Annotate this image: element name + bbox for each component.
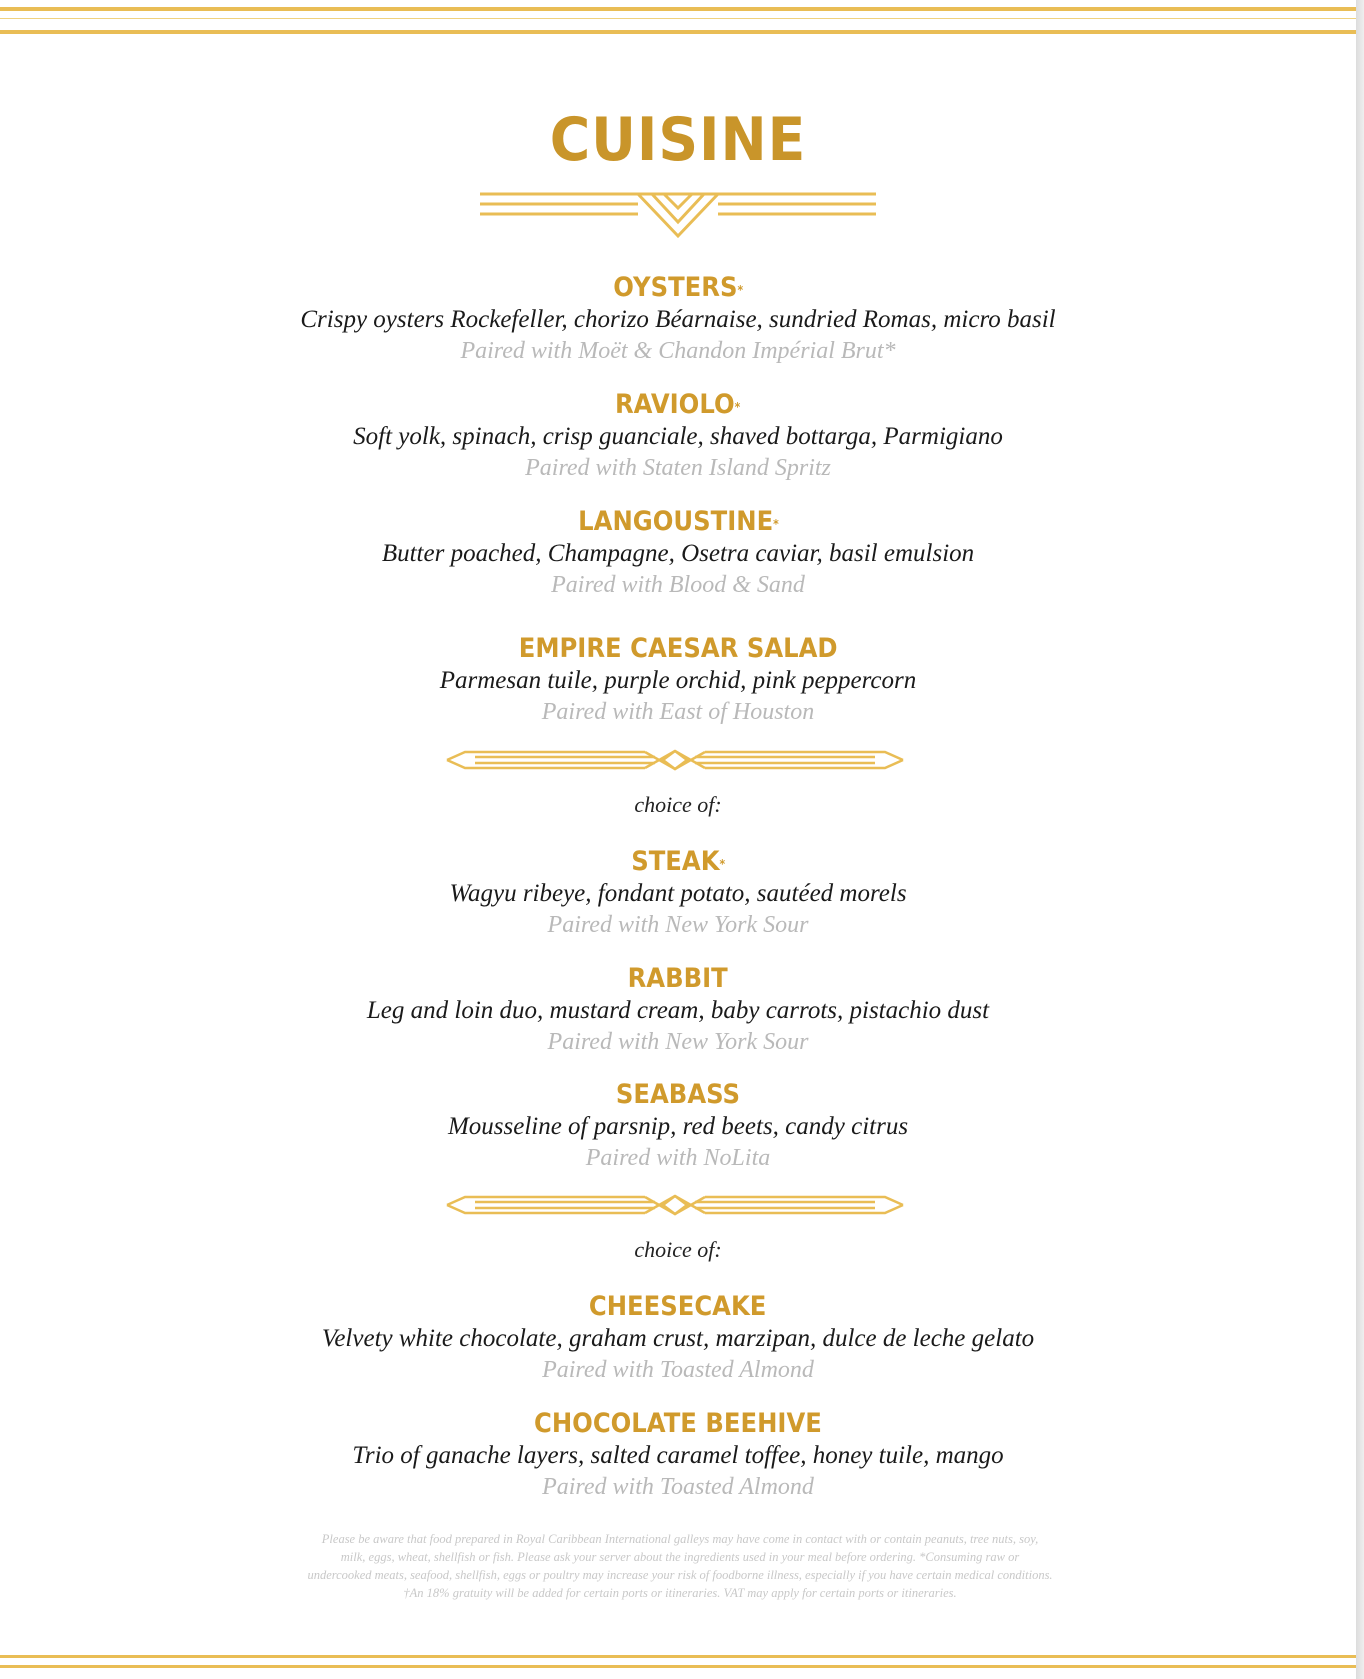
dish-name: EMPIRE CAESAR SALAD — [518, 633, 838, 664]
disclaimer-line: undercooked meats, seafood, shellfish, eggs or poultry may increase your risk of foodborne illness, especially if you have certain medical conditions. — [307, 1568, 1053, 1582]
dish-steak — [0, 846, 1356, 940]
dish-pairing: Paired with Blood & Sand — [551, 572, 805, 598]
dish-pairing: Paired with New York Sour — [547, 1029, 809, 1055]
dish-seabass — [0, 1079, 1356, 1173]
desserts-choice-label: choice of: — [634, 1237, 722, 1262]
dish-name: LANGOUSTINE* — [577, 506, 779, 537]
dish-langoustine — [0, 506, 1356, 600]
dish-chocolate-beehive — [0, 1408, 1356, 1502]
dish-description: Velvety white chocolate, graham crust, marzipan, dulce de leche gelato — [321, 1325, 1035, 1352]
dish-description: Mousseline of parsnip, red beets, candy citrus — [447, 1113, 909, 1140]
allergen-disclaimer — [230, 1530, 1130, 1602]
dish-oysters — [0, 272, 1356, 366]
dish-description: Parmesan tuile, purple orchid, pink peppercorn — [439, 667, 917, 694]
top-border-line-1 — [0, 7, 1356, 11]
dish-pairing: Paired with Toasted Almond — [542, 1357, 814, 1383]
dish-rabbit — [0, 963, 1356, 1057]
section-divider-ornament — [445, 1193, 905, 1217]
top-border-line-3 — [0, 30, 1356, 34]
dish-cheesecake — [0, 1291, 1356, 1385]
title-ornament — [478, 188, 878, 244]
bottom-border-line-1 — [0, 1655, 1356, 1658]
dish-description: Butter poached, Champagne, Osetra caviar, basil emulsion — [381, 540, 975, 567]
page-edge-shadow — [1356, 0, 1364, 1679]
dish-description: Trio of ganache layers, salted caramel toffee, honey tuile, mango — [352, 1442, 1004, 1469]
dish-empire-caesar-salad — [0, 633, 1356, 727]
dish-name: OYSTERS* — [613, 272, 743, 303]
disclaimer-line: †An 18% gratuity will be added for certain ports or itineraries. VAT may apply for certain ports or itineraries. — [403, 1586, 957, 1600]
dish-name: CHEESECAKE — [589, 1291, 767, 1322]
dish-description: Soft yolk, spinach, crisp guanciale, shaved bottarga, Parmigiano — [353, 423, 1003, 450]
top-border-line-2 — [0, 18, 1356, 19]
dish-pairing: Paired with Moët & Chandon Impérial Brut* — [460, 338, 896, 364]
dish-name: RABBIT — [627, 963, 729, 994]
dish-pairing: Paired with East of Houston — [541, 699, 815, 725]
disclaimer-line: milk, eggs, wheat, shellfish or fish. Please ask your server about the ingredients used in your meal before ordering. *Consuming raw or — [340, 1550, 1020, 1564]
section-divider-ornament — [445, 748, 905, 772]
dish-name: RAVIOLO* — [615, 389, 741, 420]
dish-description: Wagyu ribeye, fondant potato, sautéed morels — [449, 880, 907, 907]
dish-description: Crispy oysters Rockefeller, chorizo Béarnaise, sundried Romas, micro basil — [300, 306, 1056, 333]
mains-choice-label: choice of: — [634, 792, 722, 817]
dish-pairing: Paired with NoLita — [585, 1145, 771, 1171]
dish-description: Leg and loin duo, mustard cream, baby carrots, pistachio dust — [366, 997, 990, 1024]
dish-name: SEABASS — [615, 1079, 741, 1110]
dish-pairing: Paired with Staten Island Spritz — [525, 455, 831, 481]
dish-raviolo — [0, 389, 1356, 483]
dish-name: CHOCOLATE BEEHIVE — [534, 1408, 822, 1439]
page-title: CUISINE — [549, 105, 807, 175]
dish-pairing: Paired with Toasted Almond — [542, 1474, 814, 1500]
dish-name: STEAK* — [631, 846, 725, 877]
dish-pairing: Paired with New York Sour — [547, 912, 809, 938]
disclaimer-line: Please be aware that food prepared in Royal Caribbean International galleys may have come in contact with or contain peanuts, tree nuts, soy, — [321, 1532, 1039, 1546]
bottom-border-line-2 — [0, 1665, 1356, 1668]
